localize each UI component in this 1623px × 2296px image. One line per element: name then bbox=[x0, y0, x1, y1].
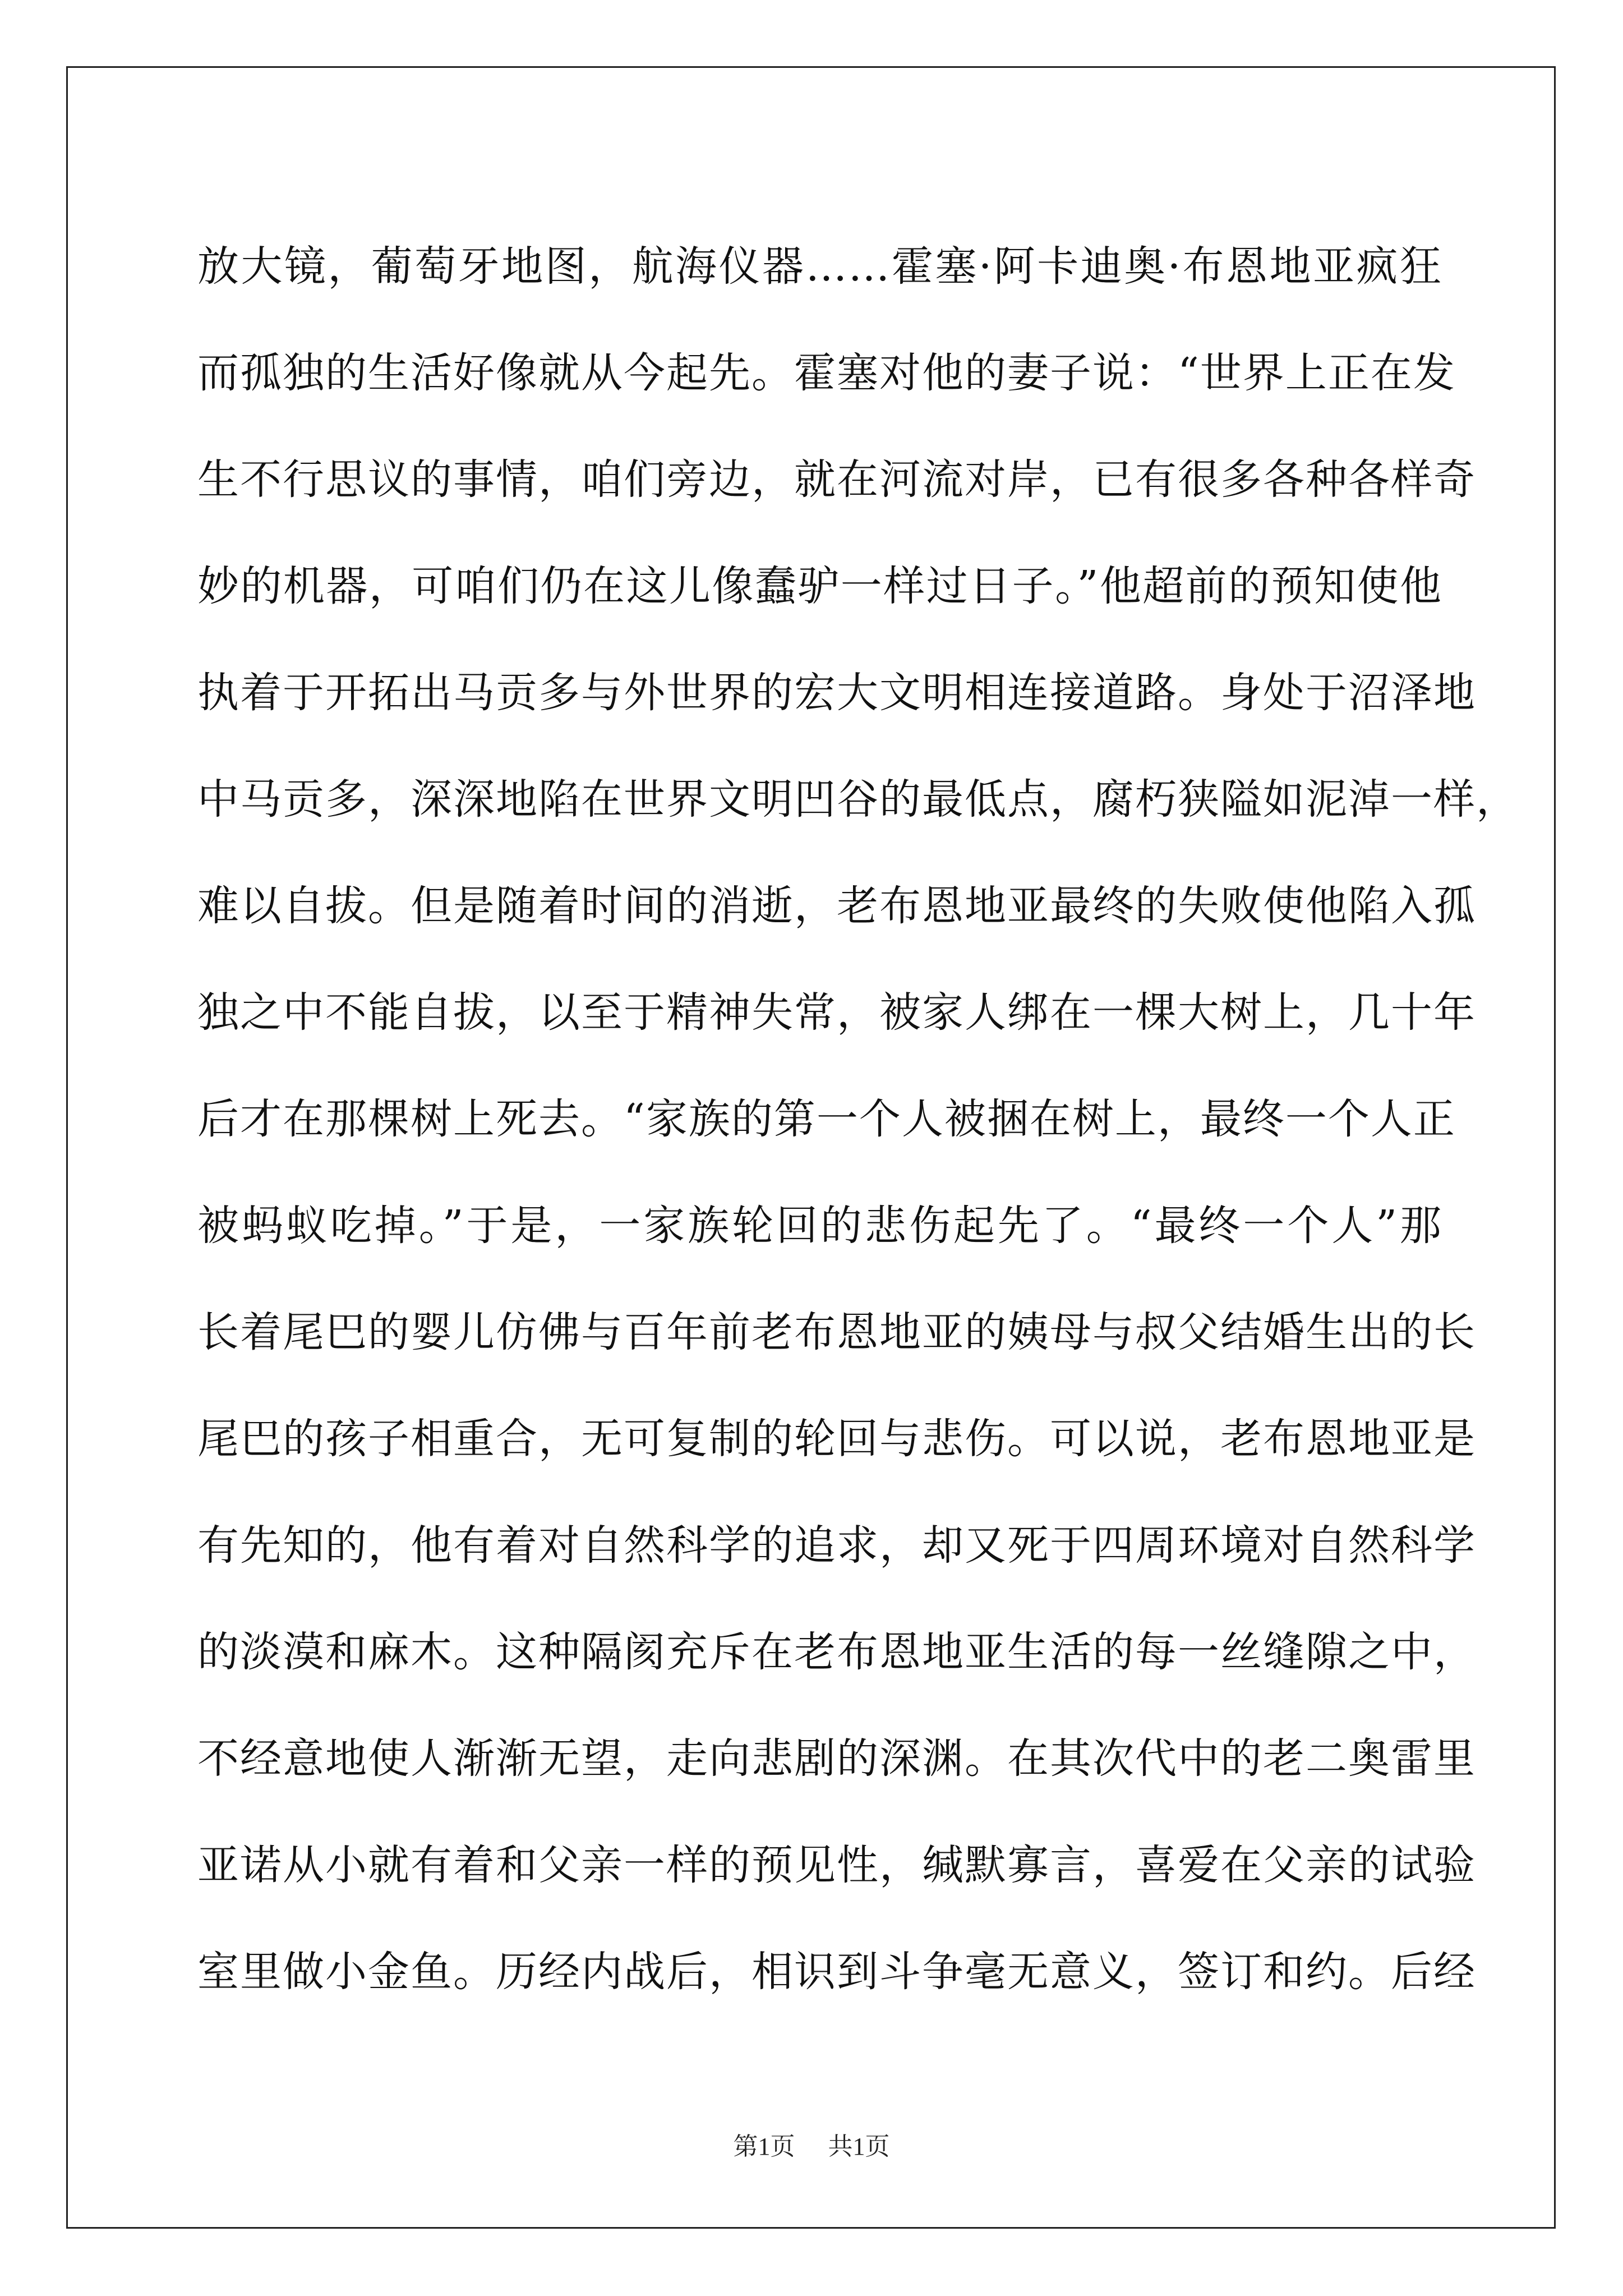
body-text bbox=[197, 213, 1519, 2025]
text-line: 后才在那棵树上死去。“家族的第一个人被捆在树上，最终一个人正 bbox=[197, 1095, 1456, 1143]
text-line: 而孤独的生活好像就从今起先。霍塞对他的妻子说：“世界上正在发 bbox=[197, 349, 1456, 397]
text-line: 室里做小金鱼。历经内战后，相识到斗争毫无意义，签订和约。后经 bbox=[197, 1948, 1476, 1996]
text-line: 生不行思议的事情，咱们旁边，就在河流对岸，已有很多各种各样奇 bbox=[197, 455, 1476, 504]
text-line: 尾巴的孩子相重合，无可复制的轮回与悲伤。可以说，老布恩地亚是 bbox=[197, 1415, 1476, 1463]
text-line: 难以自拔。但是随着时间的消逝，老布恩地亚最终的失败使他陷入孤 bbox=[197, 882, 1476, 930]
text-line: 被蚂蚁吃掉。”于是，一家族轮回的悲伤起先了。“最终一个人”那 bbox=[197, 1202, 1442, 1250]
text-line: 有先知的，他有着对自然科学的追求，却又死于四周环境对自然科学 bbox=[197, 1521, 1476, 1570]
text-line: 执着于开拓出马贡多与外世界的宏大文明相连接道路。身处于沼泽地 bbox=[197, 669, 1476, 717]
text-line: 妙的机器，可咱们仍在这儿像蠢驴一样过日子。”他超前的预知使他 bbox=[197, 562, 1442, 610]
text-line: 的淡漠和麻木。这种隔阂充斥在老布恩地亚生活的每一丝缝隙之中， bbox=[197, 1628, 1476, 1676]
page-footer bbox=[0, 2126, 1623, 2162]
text-line: 长着尾巴的婴儿仿佛与百年前老布恩地亚的姨母与叔父结婚生出的长 bbox=[197, 1308, 1476, 1356]
page-number: 第1页 bbox=[733, 2133, 795, 2160]
text-line: 不经意地使人渐渐无望，走向悲剧的深渊。在其次代中的老二奥雷里 bbox=[197, 1734, 1476, 1783]
page-total: 共1页 bbox=[828, 2133, 890, 2160]
text-line: 独之中不能自拔，以至于精神失常，被家人绑在一棵大树上，几十年 bbox=[197, 988, 1476, 1037]
text-line: 中马贡多，深深地陷在世界文明凹谷的最低点，腐朽狭隘如泥淖一样， bbox=[197, 775, 1519, 823]
text-line: 亚诺从小就有着和父亲一样的预见性，缄默寡言，喜爱在父亲的试验 bbox=[197, 1841, 1476, 1889]
text-line: 放大镜，葡萄牙地图，航海仪器……霍塞·阿卡迪奥·布恩地亚疯狂 bbox=[197, 242, 1442, 291]
